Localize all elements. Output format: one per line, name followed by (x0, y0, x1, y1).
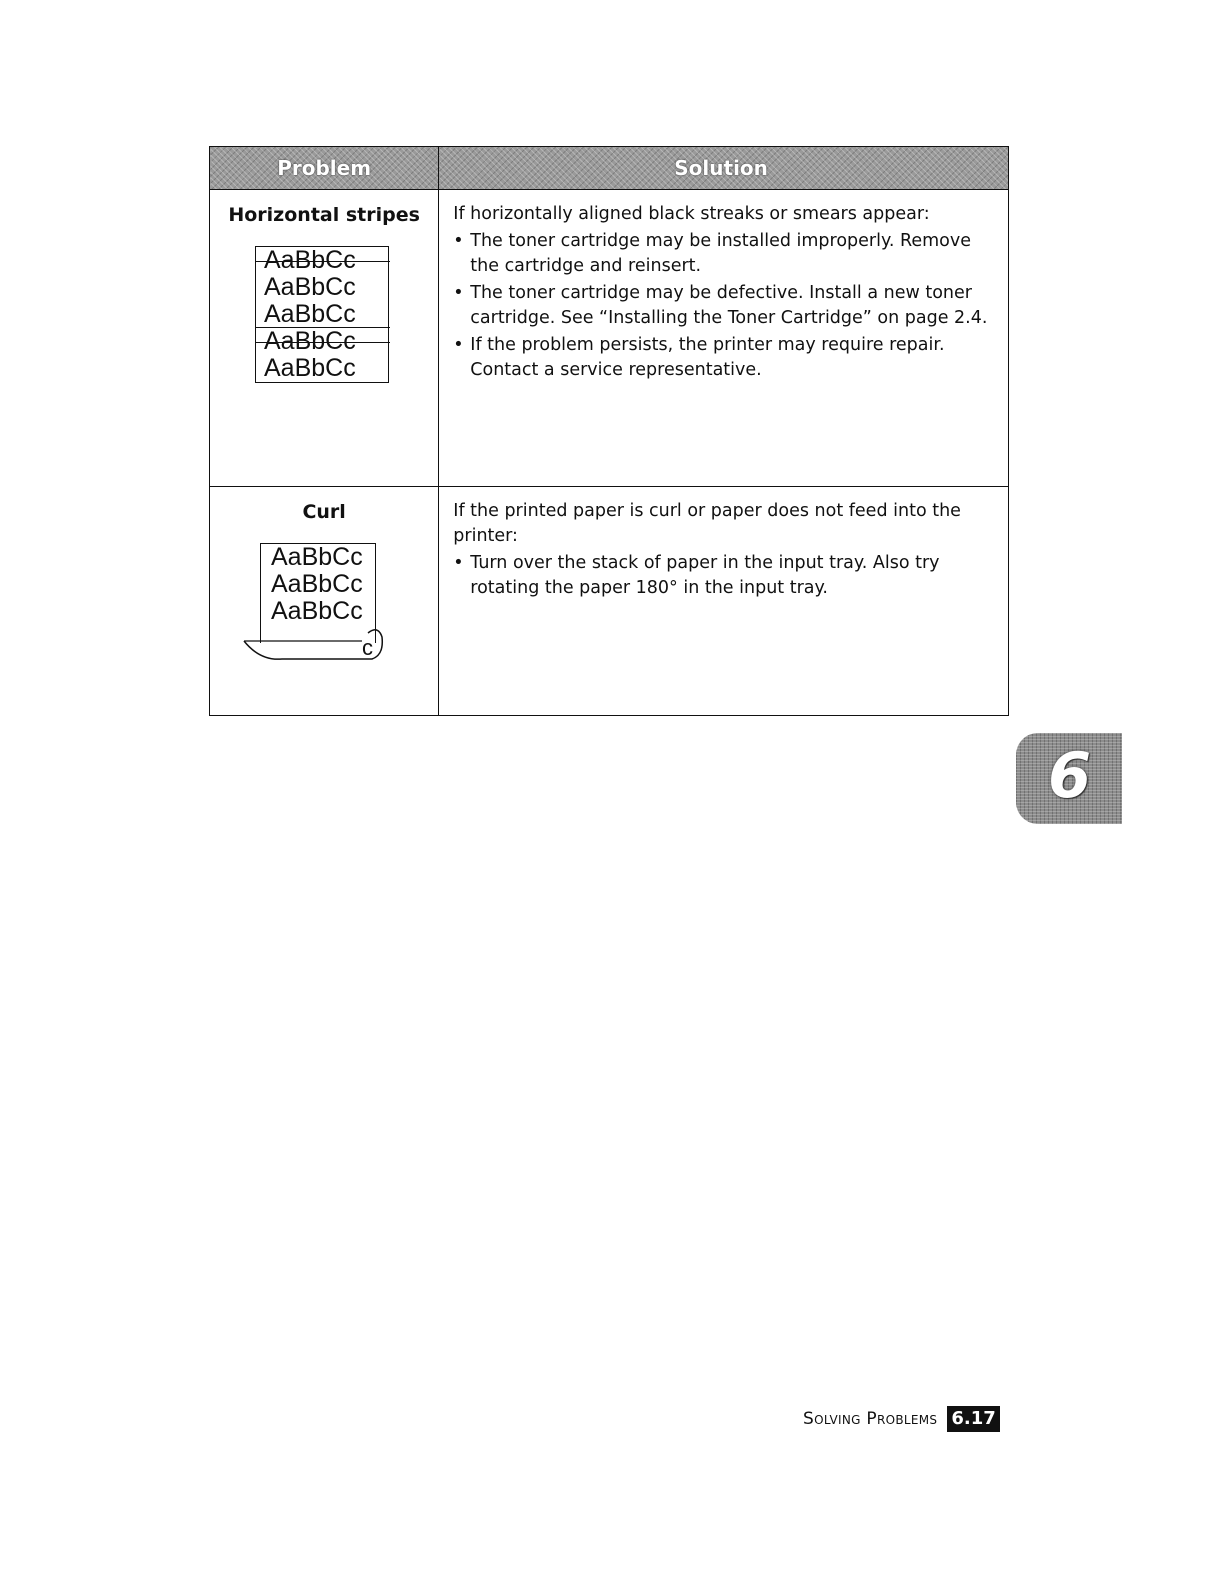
solution-intro: If horizontally aligned black streaks or smears appear: (453, 204, 930, 224)
list-item: • The toner cartridge may be installed improperly. Remove the cartridge and reinsert. (453, 229, 994, 279)
chapter-number: 6 (1048, 739, 1092, 812)
sample-text-line: AaBbCc (264, 247, 388, 274)
table-row (210, 487, 1009, 716)
problem-cell (210, 487, 439, 716)
solution-list (453, 229, 994, 383)
svg-text:c: c (362, 635, 373, 660)
curl-sample (260, 543, 385, 660)
sample-text-line: AaBbCc (271, 597, 363, 625)
sample-text-line: AaBbCc (271, 570, 363, 598)
sample-text-line: AaBbCc (271, 543, 363, 571)
problem-title: Horizontal stripes (228, 204, 420, 226)
list-item: • Turn over the stack of paper in the input tray. Also try rotating the paper 180° in the input tray. (453, 551, 994, 601)
solution-column-header: Solution (439, 147, 1009, 190)
horizontal-stripes-sample (255, 246, 389, 383)
list-item: • If the problem persists, the printer may require repair. Contact a service representative. (453, 333, 994, 383)
problem-cell (210, 190, 439, 487)
sample-text-line: AaBbCc (264, 328, 388, 355)
sample-text-line: AaBbCc (264, 354, 356, 382)
list-item: • The toner cartridge may be defective. Install a new toner cartridge. See “Installing the Toner Cartridge” on page 2.4. (453, 281, 994, 331)
problem-title: Curl (302, 501, 346, 523)
footer-page-number: 6.17 (947, 1406, 999, 1432)
sample-text-line: AaBbCc (264, 301, 388, 328)
solution-list (453, 551, 994, 601)
solution-cell (439, 487, 1009, 716)
curled-paper-icon (242, 623, 392, 663)
solution-intro: If the printed paper is curl or paper does not feed into the printer: (453, 501, 961, 546)
solution-cell (439, 190, 1009, 487)
footer-section-title: Solving Problems (803, 1409, 938, 1429)
table-header-row (210, 147, 1009, 190)
problem-column-header: Problem (210, 147, 439, 190)
sample-text-line: AaBbCc (264, 273, 356, 301)
troubleshooting-table (209, 146, 1009, 716)
chapter-tab (1016, 733, 1122, 824)
table-row (210, 190, 1009, 487)
page-footer (803, 1406, 1000, 1432)
